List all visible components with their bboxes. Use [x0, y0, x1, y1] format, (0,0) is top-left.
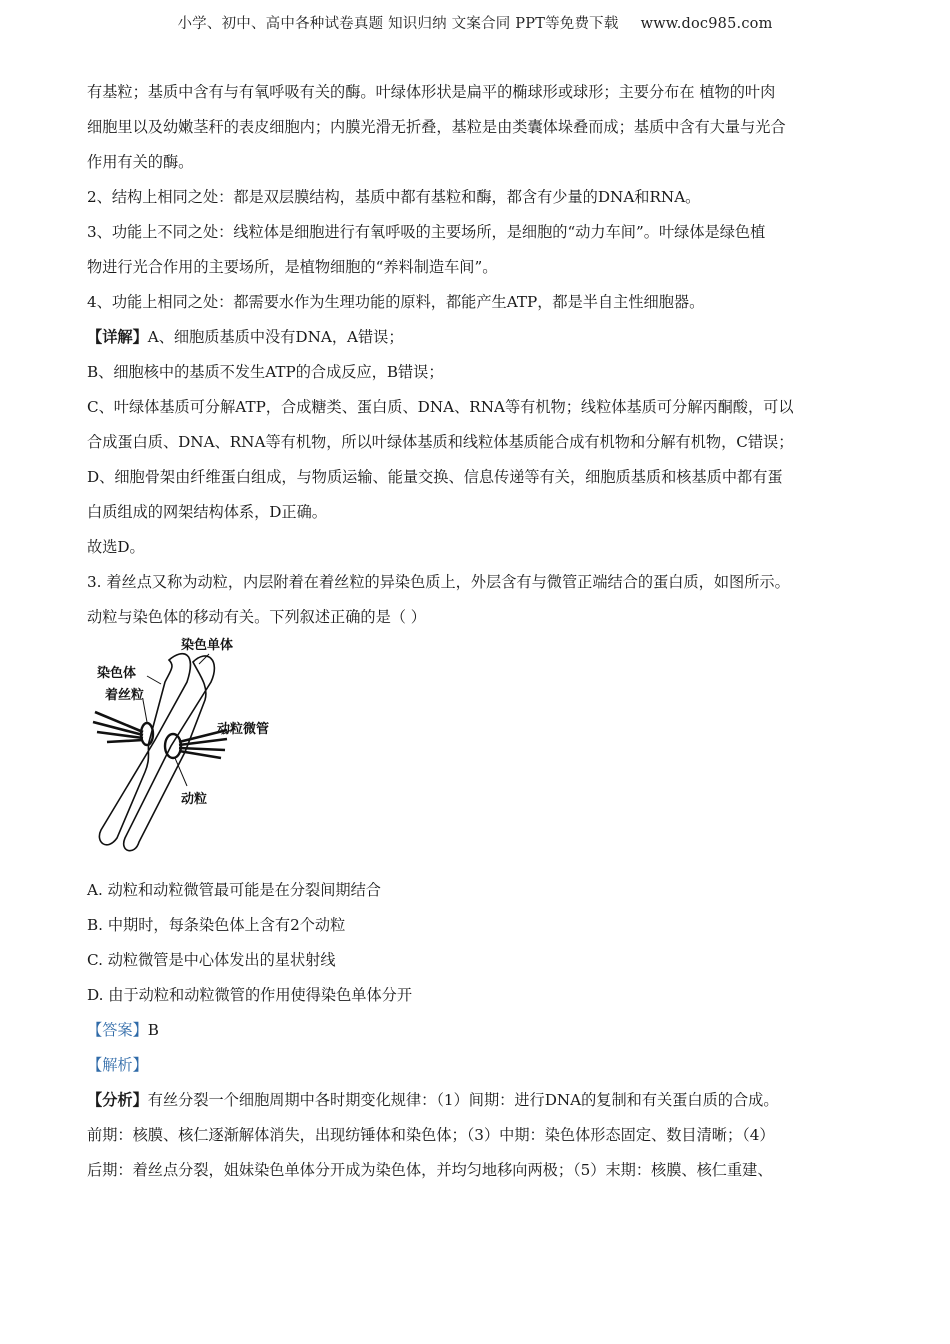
answer-tag: 【答案】: [87, 1021, 148, 1039]
detail-line: D、细胞骨架由纤维蛋白组成，与物质运输、能量交换、信息传递等有关，细胞质基质和核基质中都有蛋: [87, 468, 783, 486]
chromosome-figure: [87, 638, 287, 856]
label-chromatid: 染色单体: [181, 638, 234, 653]
analysis-tag: 【解析】: [87, 1056, 148, 1074]
label-chromosome: 染色体: [97, 666, 137, 681]
kinetochore-right: [165, 734, 181, 758]
leader-chromosome: [147, 676, 161, 684]
detail-line: 故选D。: [87, 538, 145, 556]
label-centromere: 着丝粒: [105, 688, 145, 703]
chromatid-left: [99, 654, 190, 845]
label-kinetochore: 动粒: [181, 792, 208, 807]
microtubules-left: [93, 712, 143, 742]
option-c: C. 动粒微管是中心体发出的星状射线: [87, 951, 336, 969]
analysis-line: [87, 1086, 865, 1121]
document-body: [87, 78, 865, 1191]
leader-centromere: [143, 700, 147, 722]
detail-tag: 【详解】: [87, 328, 148, 346]
para-line: 2、结构上相同之处：都是双层膜结构，基质中都有基粒和酶，都含有少量的DNA和RNA。: [87, 188, 701, 206]
detail-line: C、叶绿体基质可分解ATP，合成糖类、蛋白质、DNA、RNA等有机物；线粒体基质可分解丙酮酸，可以: [87, 398, 794, 416]
para-line: 作用有关的酶。: [87, 153, 194, 171]
detail-text: A、细胞质基质中没有DNA，A错误；: [147, 328, 404, 346]
leader-kinetochore: [175, 758, 187, 786]
analysis-sub-tag: 【分析】: [87, 1091, 148, 1109]
para-line: 有基粒；基质中含有与有氧呼吸有关的酶。叶绿体形状是扁平的椭球形或球形；主要分布在 植物的叶肉: [87, 83, 776, 101]
option-d: D. 由于动粒和动粒微管的作用使得染色单体分开: [87, 986, 413, 1004]
detail-line: 合成蛋白质、DNA、RNA等有机物，所以叶绿体基质和线粒体基质能合成有机物和分解有机物，C错误；: [87, 433, 794, 451]
analysis-line: 后期：着丝点分裂，姐妹染色单体分开成为染色体，并均匀地移向两极；（5）末期：核膜、核仁重建、: [87, 1161, 773, 1179]
para-line: 细胞里以及幼嫩茎秆的表皮细胞内；内膜光滑无折叠，基粒是由类囊体垛叠而成；基质中含有大量与光合: [87, 118, 786, 136]
analysis-heading: [87, 1051, 865, 1086]
analysis-line: 前期：核膜、核仁逐渐解体消失，出现纺锤体和染色体；（3）中期：染色体形态固定、数目清晰；（4）: [87, 1126, 775, 1144]
detail-line: 白质组成的网架结构体系，D正确。: [87, 503, 327, 521]
answer-value: B: [147, 1021, 159, 1039]
header-url[interactable]: www.doc985.com: [640, 16, 773, 32]
option-b: B. 中期时，每条染色体上含有2个动粒: [87, 916, 346, 934]
header-text: 小学、初中、高中各种试卷真题 知识归纳 文案合同 PPT等免费下载: [177, 16, 619, 32]
para-line: 4、功能上相同之处：都需要水作为生理功能的原料，都能产生ATP，都是半自主性细胞器。: [87, 293, 705, 311]
para-line: 3、功能上不同之处：线粒体是细胞进行有氧呼吸的主要场所，是细胞的“动力车间”。叶绿体是绿色植: [87, 223, 766, 241]
option-a: A. 动粒和动粒微管最可能是在分裂间期结合: [87, 881, 381, 899]
detail-line: [87, 323, 865, 358]
answer-line: [87, 1016, 865, 1051]
label-microtubule: 动粒微管: [217, 722, 270, 737]
question-line: 3. 着丝点又称为动粒，内层附着在着丝粒的异染色质上，外层含有与微管正端结合的蛋白质，如图所示。: [87, 573, 790, 591]
question-line: 动粒与染色体的移动有关。下列叙述正确的是（ ）: [87, 608, 426, 626]
para-line: 物进行光合作用的主要场所，是植物细胞的“养料制造车间”。: [87, 258, 498, 276]
analysis-text: 有丝分裂一个细胞周期中各时期变化规律：（1）间期：进行DNA的复制和有关蛋白质的合成。: [147, 1091, 779, 1109]
detail-line: B、细胞核中的基质不发生ATP的合成反应，B错误；: [87, 363, 444, 381]
page-header: [0, 12, 950, 33]
